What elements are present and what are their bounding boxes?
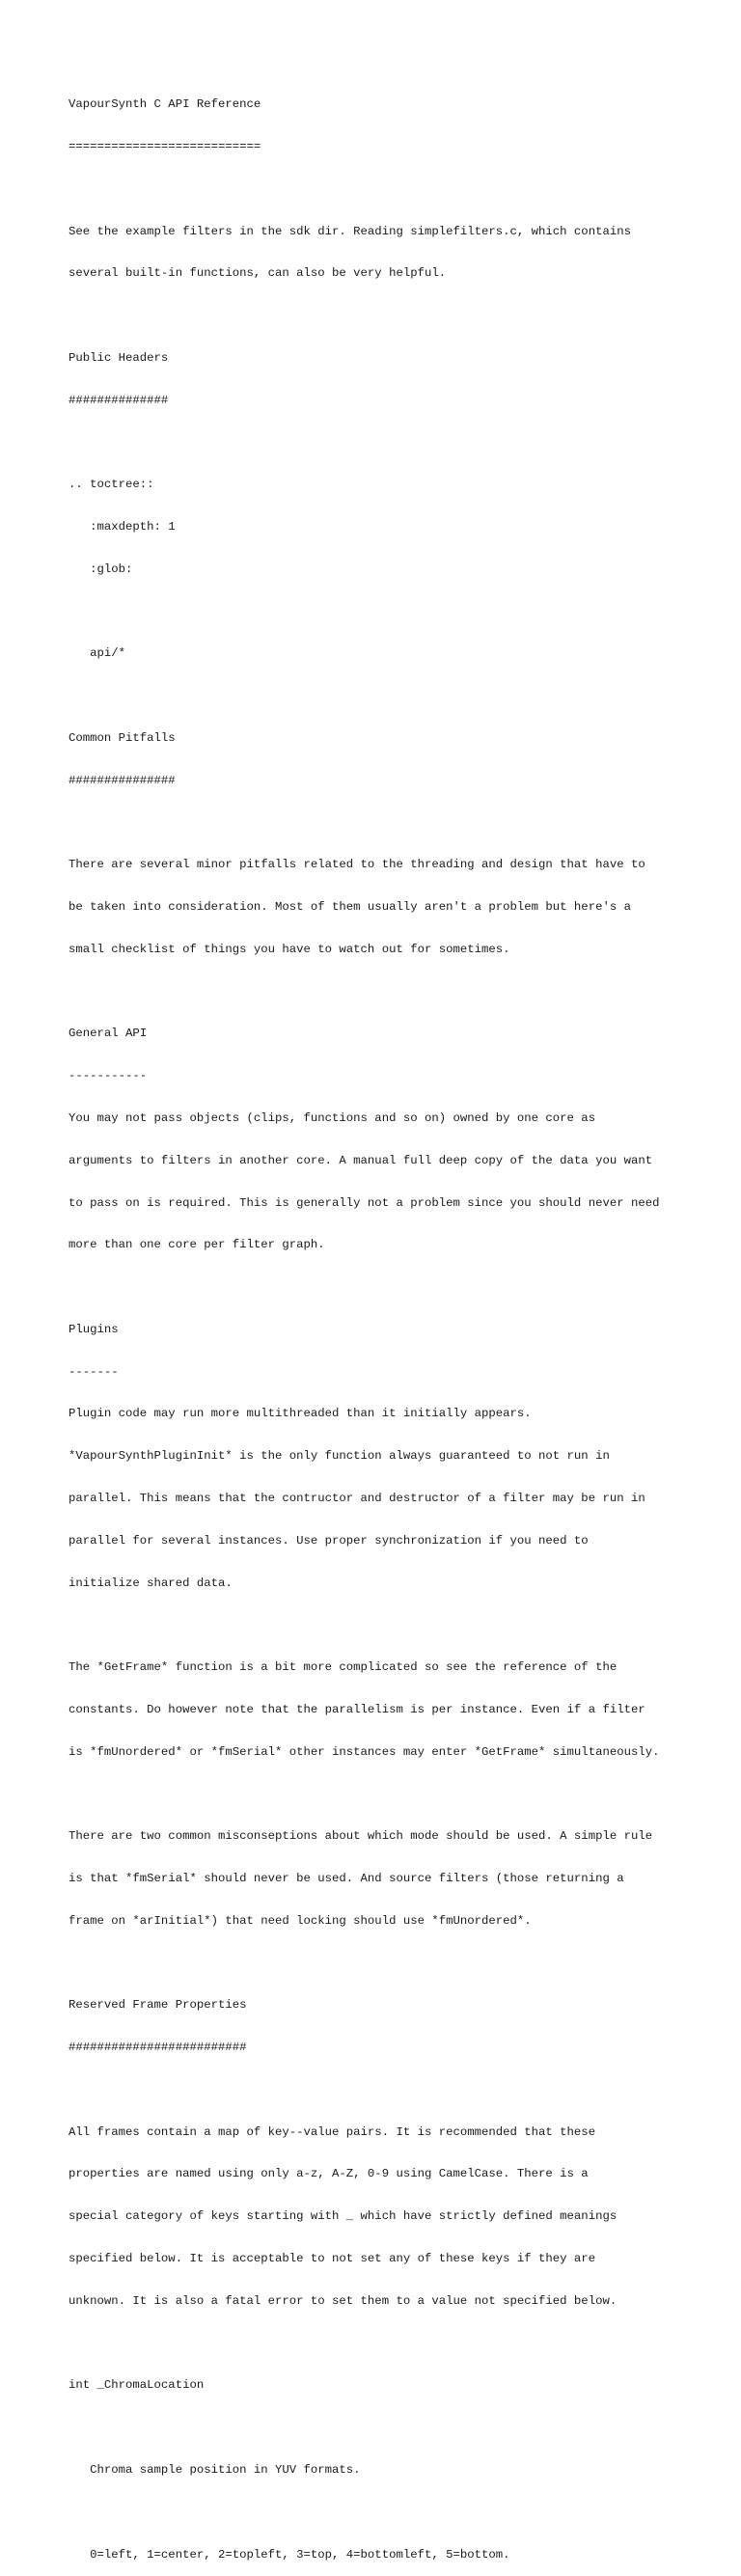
paragraph-line: *VapourSynthPluginInit* is the only function always guaranteed to not run in [69,1449,610,1464]
blank-line [69,2337,705,2351]
intro-text-line: See the example filters in the sdk dir. Reading simplefilters.c, which contains [69,224,631,238]
blank-line [69,309,705,323]
paragraph-line: is that *fmSerial* should never be used. And source filters (those returning a [69,1872,624,1885]
blank-line [69,182,705,197]
subsection-heading-plugins: Plugins [69,1322,119,1336]
toctree-directive: .. toctree:: [69,478,154,492]
property-description: Chroma sample position in YUV formats. [69,2462,361,2477]
section-heading-reserved-frame-properties: Reserved Frame Properties [69,1998,247,2013]
paragraph-line: arguments to filters in another core. A manual full deep copy of the data you want [69,1153,653,1167]
paragraph-line: There are two common misconseptions about which mode should be used. A simple rule [69,1829,653,1844]
intro-text-line: several built-in functions, can also be very helpful. [69,266,447,281]
paragraph-line: The *GetFrame* function is a bit more complicated so see the reference of the [69,1660,618,1675]
blank-line [69,2083,705,2097]
paragraph-line: properties are named using only a-z, A-Z, 0-9 using CamelCase. There is a [69,2167,589,2181]
paragraph-line: parallel. This means that the contructor and destructor of a filter may be run in [69,1491,645,1505]
blank-line [69,2506,705,2520]
paragraph-line: You may not pass objects (clips, functions and so on) owned by one core as [69,1110,596,1125]
blank-line [69,605,705,619]
toctree-option: :glob: [69,562,133,576]
paragraph-line: special category of keys starting with _ which have strictly defined meanings [69,2209,618,2224]
property-name: int _ChromaLocation [69,2378,205,2393]
blank-line [69,1787,705,1801]
blank-line [69,1280,705,1295]
subsection-underline: ------- [69,1364,119,1379]
document-page [69,69,705,2576]
blank-line [69,1957,705,1971]
subsection-underline: ----------- [69,1069,148,1083]
section-underline: ############## [69,393,169,407]
paragraph-line: initialize shared data. [69,1576,233,1590]
paragraph-line: specified below. It is acceptable to not set any of these keys if they are [69,2252,596,2266]
blank-line [69,985,705,1000]
blank-line [69,1618,705,1632]
section-heading-public-headers: Public Headers [69,350,169,365]
paragraph-line: There are several minor pitfalls related to the threading and design that have to [69,858,645,872]
title-underline: =========================== [69,139,261,153]
subsection-heading-general-api: General API [69,1027,148,1041]
blank-line [69,815,705,830]
paragraph-line: is *fmUnordered* or *fmSerial* other instances may enter *GetFrame* simultaneously. [69,1744,660,1759]
paragraph-line: parallel for several instances. Use proper synchronization if you need to [69,1533,589,1548]
paragraph-line: to pass on is required. This is generally not a problem since you should never need [69,1195,660,1210]
paragraph-line: more than one core per filter graph. [69,1238,325,1252]
paragraph-line: frame on *arInitial*) that need locking should use *fmUnordered*. [69,1913,532,1928]
toctree-option: :maxdepth: 1 [69,520,176,534]
blank-line [69,2421,705,2435]
paragraph-line: constants. Do however note that the parallelism is per instance. Even if a filter [69,1702,645,1716]
paragraph-line: small checklist of things you have to watch out for sometimes. [69,942,510,956]
toctree-entry: api/* [69,646,126,661]
blank-line [69,435,705,450]
property-values: 0=left, 1=center, 2=topleft, 3=top, 4=bottomleft, 5=bottom. [69,2547,510,2562]
document-title: VapourSynth C API Reference [69,97,261,112]
section-heading-common-pitfalls: Common Pitfalls [69,730,176,745]
section-underline: ############### [69,773,176,787]
paragraph-line: be taken into consideration. Most of them usually aren't a problem but here's a [69,900,631,915]
blank-line [69,689,705,703]
paragraph-line: unknown. It is also a fatal error to set them to a value not specified below. [69,2293,618,2308]
paragraph-line: Plugin code may run more multithreaded than it initially appears. [69,1407,532,1421]
section-underline: ######################### [69,2041,247,2055]
paragraph-line: All frames contain a map of key--value pairs. It is recommended that these [69,2124,596,2139]
